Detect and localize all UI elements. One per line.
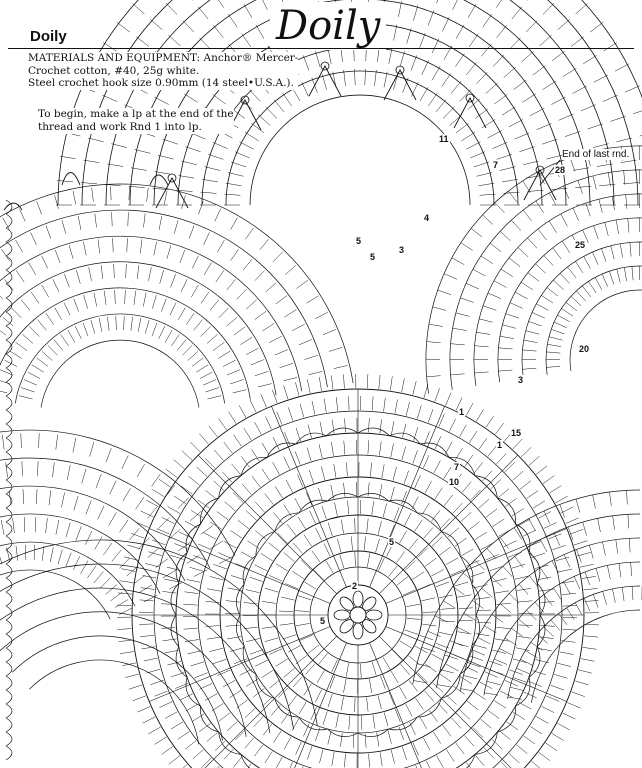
flower-petal bbox=[353, 591, 363, 607]
left-fan-arc bbox=[0, 236, 302, 391]
round-number: 5 bbox=[356, 236, 362, 246]
flower-petal bbox=[334, 610, 350, 620]
round-number: 5 bbox=[389, 537, 395, 547]
lower-left-stitches bbox=[0, 545, 133, 615]
upper-fan-arc bbox=[250, 95, 470, 205]
left-fan-stitches bbox=[0, 290, 246, 393]
round-number: 3 bbox=[399, 245, 405, 255]
instructions-block bbox=[38, 108, 234, 134]
round-number: 5 bbox=[320, 616, 326, 626]
edge-loop bbox=[62, 173, 80, 186]
flower-petal bbox=[366, 610, 382, 620]
round-number: 1 bbox=[459, 407, 465, 417]
bottom-right-arc bbox=[484, 562, 640, 695]
center-ring bbox=[328, 585, 388, 645]
flower-center bbox=[350, 607, 366, 623]
round-number: 15 bbox=[511, 428, 522, 438]
lower-left-arc bbox=[0, 542, 135, 606]
lower-left-stitches bbox=[0, 433, 232, 564]
flower-petal bbox=[353, 623, 363, 639]
page-title: Doily bbox=[30, 28, 67, 45]
upper-fan-arc bbox=[226, 71, 494, 205]
round-number: 3 bbox=[518, 375, 524, 385]
left-fan-arc bbox=[0, 262, 276, 396]
materials-line-1: MATERIALS AND EQUIPMENT: Anchor® Mercer- bbox=[28, 52, 299, 64]
left-edge-chain bbox=[6, 200, 12, 760]
right-fan-arc bbox=[426, 146, 642, 394]
right-fan-arc bbox=[522, 242, 642, 378]
materials-line-2: Crochet cotton, #40, 25g white. bbox=[28, 64, 200, 77]
round-number: 25 bbox=[575, 240, 586, 250]
left-fan-arc bbox=[0, 288, 250, 400]
round-number: 5 bbox=[370, 252, 376, 262]
left-fan-stitches bbox=[0, 264, 272, 387]
round-number: 2 bbox=[352, 581, 358, 591]
bottom-right-arc bbox=[531, 610, 640, 703]
round-number: 28 bbox=[555, 165, 566, 175]
round-number: 4 bbox=[424, 213, 430, 223]
center-spokes bbox=[132, 389, 584, 768]
right-fan-stitches bbox=[498, 218, 642, 371]
left-fan-stitches bbox=[0, 212, 322, 375]
right-fan-arc bbox=[546, 266, 642, 375]
materials-line-3: Steel crochet hook size 0.90mm (14 steel•U.S.A.). bbox=[28, 77, 294, 89]
left-fan-stitches bbox=[0, 238, 297, 381]
edge-loop bbox=[150, 175, 168, 185]
bottom-left-arc bbox=[0, 564, 294, 729]
round-number: 11 bbox=[439, 134, 449, 144]
right-fan-arc bbox=[570, 290, 642, 371]
bottom-right-arc bbox=[413, 490, 640, 684]
right-fan-stitches bbox=[450, 170, 642, 375]
round-number: 1 bbox=[497, 440, 503, 450]
round-number: 20 bbox=[579, 344, 590, 354]
round-number: 7 bbox=[454, 462, 460, 472]
lower-left-arc bbox=[0, 430, 235, 556]
left-fan-arc bbox=[0, 210, 327, 387]
round-number: 7 bbox=[493, 160, 499, 170]
bottom-left-arc bbox=[0, 588, 270, 733]
lower-left-arc bbox=[0, 458, 210, 568]
round-number: 10 bbox=[449, 477, 460, 487]
left-fan-arc bbox=[0, 184, 353, 383]
left-fan-stitches bbox=[19, 316, 221, 399]
materials-block bbox=[28, 52, 298, 90]
pineapple-point bbox=[309, 66, 341, 96]
header-divider bbox=[8, 48, 634, 49]
pineapple-point bbox=[229, 100, 261, 130]
left-fan-arc bbox=[41, 340, 199, 407]
right-fan-stitches bbox=[546, 266, 642, 367]
instructions-line-2: thread and work Rnd 1 into lp. bbox=[38, 121, 202, 133]
end-of-last-round-label: End of last rnd. bbox=[562, 149, 630, 160]
pineapple-point bbox=[454, 98, 486, 128]
script-title: Doily bbox=[270, 2, 386, 50]
lower-left-stitches bbox=[0, 461, 207, 576]
left-fan-arc bbox=[15, 314, 224, 403]
instructions-line-1: To begin, make a lp at the end of the bbox=[38, 108, 234, 120]
